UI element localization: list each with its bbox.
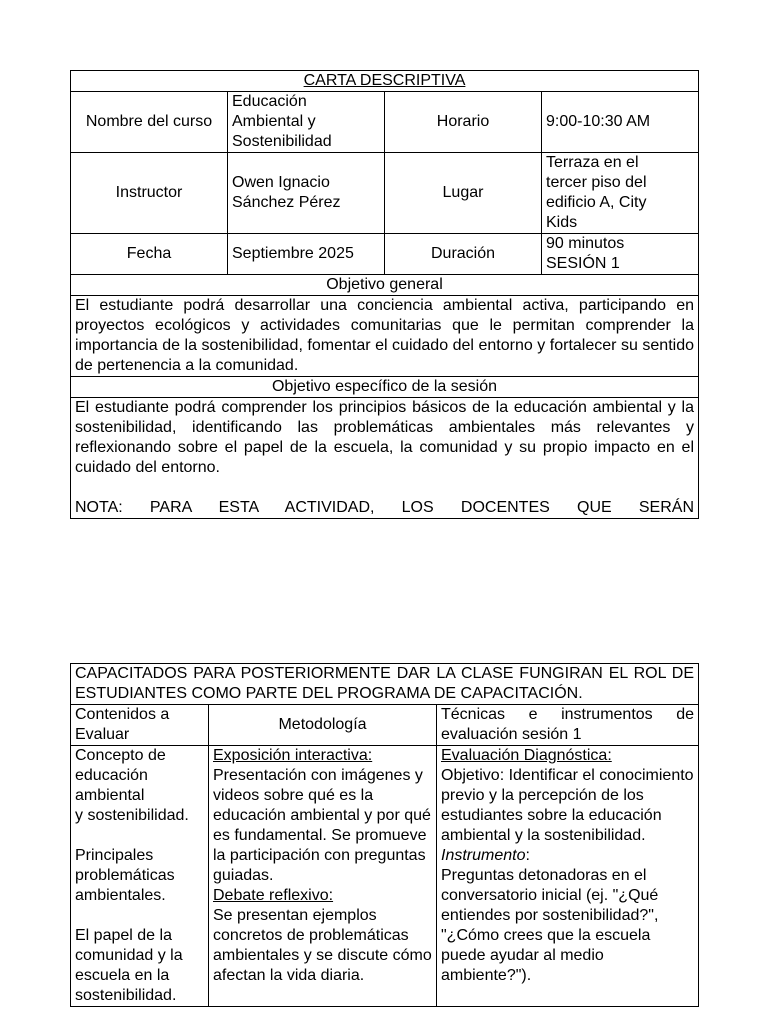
contenido-2-line-3: ambientales.	[75, 887, 166, 904]
label-duracion: Duración	[385, 234, 542, 275]
contenido-2-line-1: Principales	[75, 847, 154, 864]
value-lugar-line-4: Kids	[546, 214, 578, 231]
metodologia-heading-1: Exposición interactiva:	[213, 747, 373, 764]
value-horario: 9:00-10:30 AM	[542, 92, 699, 153]
label-fecha: Fecha	[71, 234, 228, 275]
carta-title-cell	[71, 71, 699, 92]
contenido-1-line-1: Concepto de	[75, 747, 166, 764]
tecnicas-instrumento-line	[441, 846, 694, 866]
tecnicas-heading: Evaluación Diagnóstica:	[441, 747, 612, 764]
objetivo-especifico-header: Objetivo específico de la sesión	[71, 377, 699, 398]
contenido-3-line-2: comunidad y la	[75, 947, 183, 964]
metodologia-text-2: Se presentan ejemplos concretos de problemáticas ambientales y se discute cómo afectan la vida diaria.	[213, 907, 432, 984]
metodologia-text-1: Presentación con imágenes y videos sobre qué es la educación ambiental y por qué es fundamental. Se promueve la participación con preguntas guiadas.	[213, 767, 431, 884]
contenido-3-line-4: sostenibilidad.	[75, 987, 177, 1004]
contenido-1-line-4: y sostenibilidad.	[75, 807, 189, 824]
label-instructor: Instructor	[71, 153, 228, 234]
value-duracion-line-2: SESIÓN 1	[546, 255, 620, 272]
value-duracion	[542, 234, 699, 275]
header-tecnicas: Técnicas e instrumentos de evaluación sesión 1	[437, 705, 699, 746]
instrumento-label: Instrumento	[441, 847, 526, 864]
value-instructor	[228, 153, 385, 234]
contenido-1-line-2: educación	[75, 767, 148, 784]
tecnicas-objetivo: Objetivo: Identificar el conocimiento previo y la percepción de los estudiantes sobre la educación ambiental y la sostenibilidad.	[441, 767, 694, 844]
objetivo-especifico-text: El estudiante podrá comprender los principios básicos de la educación ambiental y la sostenibilidad, identificando las problemáticas ambientales más relevantes y reflexionando sobre el papel de la escuela, la comunidad y su propio impacto en el cuidado del entorno.	[75, 399, 694, 476]
objetivo-general-header: Objetivo general	[71, 275, 699, 296]
contenido-2-line-2: problemáticas	[75, 867, 175, 884]
value-instructor-line-1: Owen Ignacio	[232, 174, 330, 191]
objetivo-general-text: El estudiante podrá desarrollar una conciencia ambiental activa, participando en proyectos ecológicos y actividades comunitarias que le permitan comprender la importancia de la sostenibilidad, fomentar el cuidado del entorno y fortalecer su sentido de pertenencia a la comunidad.	[71, 296, 699, 377]
value-nombre-curso-line-3: Sostenibilidad	[232, 133, 332, 150]
label-lugar: Lugar	[385, 153, 542, 234]
contenido-spacer-1	[75, 826, 204, 846]
metodologia-cell	[209, 746, 437, 1007]
header-metodologia: Metodología	[209, 705, 437, 746]
value-nombre-curso	[228, 92, 385, 153]
label-nombre-curso: Nombre del curso	[71, 92, 228, 153]
contenido-3-line-3: escuela en la	[75, 967, 170, 984]
value-lugar	[542, 153, 699, 234]
nota-text-start: NOTA: PARA ESTA ACTIVIDAD, LOS DOCENTES QUE SERÁN	[75, 499, 694, 516]
contenidos-cell	[71, 746, 209, 1007]
carta-title: CARTA DESCRIPTIVA	[303, 72, 466, 89]
label-horario: Horario	[385, 92, 542, 153]
instrumento-colon: :	[525, 847, 530, 864]
value-lugar-line-3: edificio A, City	[546, 194, 647, 211]
nota-text-continuation: CAPACITADOS PARA POSTERIORMENTE DAR LA CLASE FUNGIRAN EL ROL DE ESTUDIANTES COMO PARTE DEL PROGRAMA DE CAPACITACIÓN.	[71, 664, 699, 705]
tecnicas-instrumento-text: Preguntas detonadoras en el conversatorio inicial (ej. "¿Qué entiendes por sostenibilidad?", "¿Cómo crees que la escuela puede ayudar al medio ambiente?").	[441, 867, 659, 984]
carta-descriptiva-table	[70, 70, 699, 519]
metodologia-heading-2: Debate reflexivo:	[213, 887, 334, 904]
continuation-table	[70, 663, 699, 1007]
value-fecha: Septiembre 2025	[228, 234, 385, 275]
value-instructor-line-2: Sánchez Pérez	[232, 194, 341, 211]
contenido-spacer-2	[75, 906, 204, 926]
header-contenidos: Contenidos a Evaluar	[71, 705, 209, 746]
paragraph-spacer	[75, 478, 694, 498]
value-lugar-line-2: tercer piso del	[546, 174, 647, 191]
contenido-3-line-1: El papel de la	[75, 927, 172, 944]
contenido-1-line-3: ambiental	[75, 787, 145, 804]
tecnicas-cell	[437, 746, 699, 1007]
objetivo-especifico-cell	[71, 398, 699, 519]
value-duracion-line-1: 90 minutos	[546, 235, 625, 252]
value-nombre-curso-line-1: Educación	[232, 93, 307, 110]
value-lugar-line-1: Terraza en el	[546, 154, 639, 171]
value-nombre-curso-line-2: Ambiental y	[232, 113, 316, 130]
